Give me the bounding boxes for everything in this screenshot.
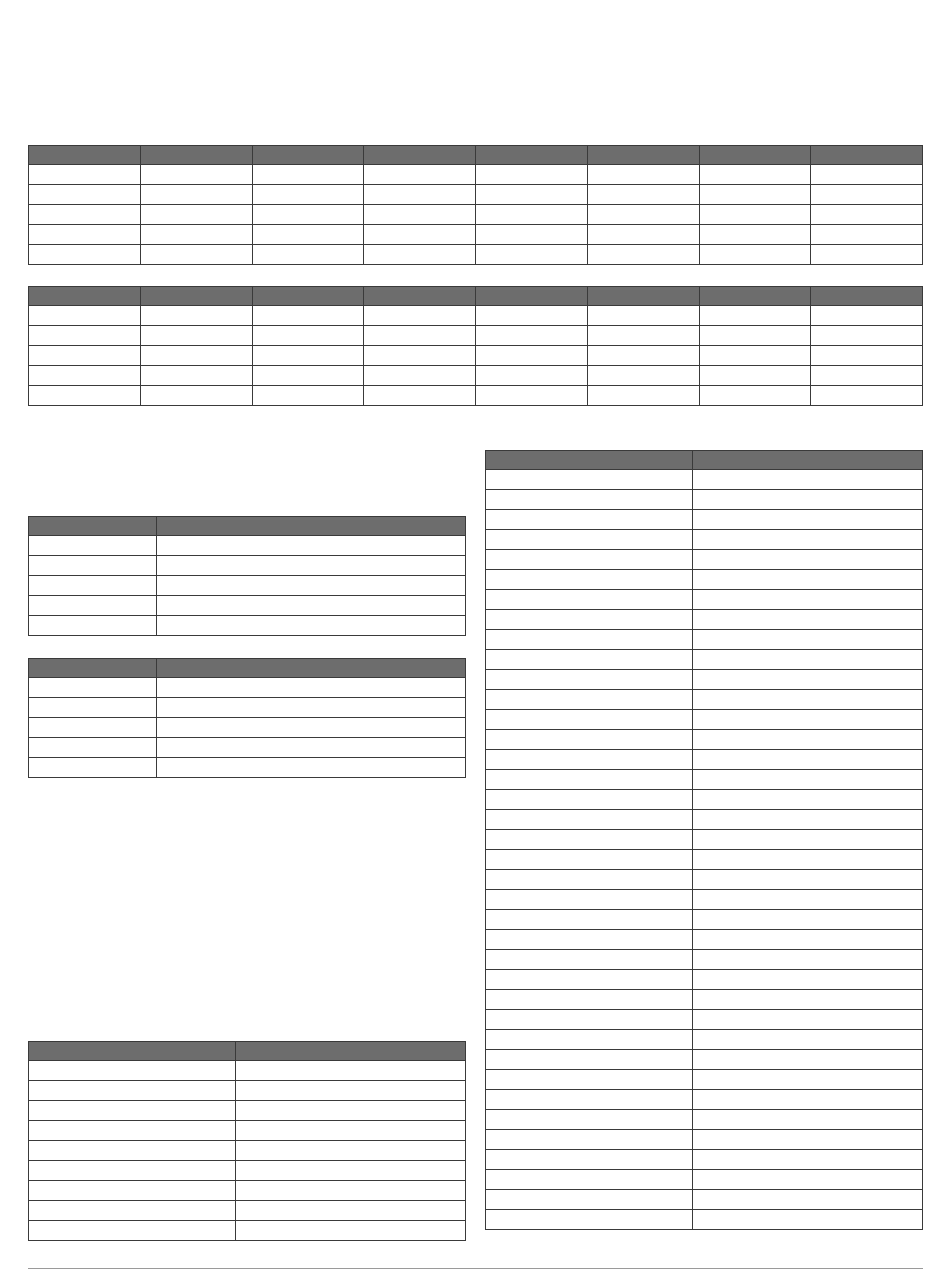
table-row — [486, 690, 923, 710]
table-row — [486, 910, 923, 930]
table-cell — [693, 1030, 923, 1050]
table-row — [486, 1110, 923, 1130]
table-row — [486, 870, 923, 890]
table-cell — [29, 738, 157, 758]
spec-table-2 — [28, 286, 923, 406]
column-header — [157, 517, 466, 536]
table-cell — [693, 650, 923, 670]
table-cell — [486, 890, 693, 910]
table-cell — [157, 596, 466, 616]
table-cell — [811, 386, 923, 406]
table-cell — [486, 1170, 693, 1190]
table-cell — [157, 536, 466, 556]
table-cell — [699, 326, 811, 346]
table-cell — [693, 1210, 923, 1230]
table-cell — [252, 366, 364, 386]
table-row — [29, 1081, 466, 1101]
table-row — [486, 950, 923, 970]
table-cell — [140, 386, 252, 406]
table-cell — [699, 185, 811, 205]
table-cell — [486, 870, 693, 890]
table-row — [29, 245, 923, 265]
table-cell — [486, 1050, 693, 1070]
table-cell — [364, 326, 476, 346]
table-cell — [693, 1170, 923, 1190]
footer-rule — [28, 1268, 923, 1269]
table-cell — [693, 750, 923, 770]
table-row — [486, 710, 923, 730]
table-cell — [693, 910, 923, 930]
table-cell — [486, 1070, 693, 1090]
table-cell — [364, 386, 476, 406]
table-row — [29, 616, 466, 636]
table-row — [29, 1221, 466, 1241]
table-cell — [476, 326, 588, 346]
column-header — [140, 146, 252, 165]
table-cell — [486, 930, 693, 950]
table-row — [486, 670, 923, 690]
table-cell — [252, 165, 364, 185]
table-cell — [29, 758, 157, 778]
table-cell — [29, 386, 141, 406]
table-cell — [693, 710, 923, 730]
table-row — [29, 596, 466, 616]
table-row — [486, 610, 923, 630]
table-row — [486, 1170, 923, 1190]
table-cell — [486, 1090, 693, 1110]
table-row — [29, 718, 466, 738]
column-header — [699, 146, 811, 165]
table-row — [486, 810, 923, 830]
table-row — [486, 510, 923, 530]
table-row — [29, 1161, 466, 1181]
table-cell — [587, 306, 699, 326]
table-cell — [157, 738, 466, 758]
table-row — [29, 366, 923, 386]
table-cell — [364, 225, 476, 245]
table-cell — [693, 1090, 923, 1110]
table-cell — [486, 770, 693, 790]
spec-table-1 — [28, 145, 923, 265]
table-row — [486, 990, 923, 1010]
table-cell — [693, 510, 923, 530]
column-header — [29, 1042, 236, 1061]
table-row — [486, 1090, 923, 1110]
table-row — [486, 930, 923, 950]
column-header — [252, 146, 364, 165]
table-cell — [140, 205, 252, 225]
table-cell — [693, 470, 923, 490]
table-cell — [587, 245, 699, 265]
column-header — [476, 146, 588, 165]
table-cell — [29, 225, 141, 245]
table-row — [29, 758, 466, 778]
table-cell — [140, 306, 252, 326]
table-row — [486, 1070, 923, 1090]
table-cell — [699, 306, 811, 326]
table-cell — [699, 366, 811, 386]
table-cell — [29, 556, 157, 576]
column-header — [29, 146, 141, 165]
table-cell — [29, 366, 141, 386]
table-cell — [486, 490, 693, 510]
table-cell — [587, 185, 699, 205]
column-header — [29, 287, 141, 306]
table-row — [29, 205, 923, 225]
table-cell — [252, 225, 364, 245]
table-cell — [236, 1061, 466, 1081]
column-header — [157, 659, 466, 678]
table-cell — [587, 346, 699, 366]
table-cell — [587, 366, 699, 386]
table-cell — [693, 1190, 923, 1210]
table-row — [486, 1030, 923, 1050]
table-cell — [252, 386, 364, 406]
header-row — [29, 287, 923, 306]
table-cell — [486, 950, 693, 970]
table-cell — [811, 165, 923, 185]
table-cell — [29, 205, 141, 225]
table-cell — [29, 1201, 236, 1221]
table-row — [486, 630, 923, 650]
table-cell — [29, 185, 141, 205]
table-row — [29, 1141, 466, 1161]
table-cell — [486, 510, 693, 530]
table-cell — [157, 698, 466, 718]
table-cell — [693, 690, 923, 710]
table-cell — [157, 758, 466, 778]
table-cell — [486, 690, 693, 710]
table-cell — [29, 1121, 236, 1141]
table-cell — [811, 346, 923, 366]
table-cell — [236, 1121, 466, 1141]
table-cell — [29, 596, 157, 616]
table-cell — [29, 165, 141, 185]
table-cell — [486, 1030, 693, 1050]
table-cell — [236, 1181, 466, 1201]
table-cell — [236, 1081, 466, 1101]
column-header — [252, 287, 364, 306]
table-cell — [476, 306, 588, 326]
table-cell — [486, 1190, 693, 1210]
table-cell — [252, 306, 364, 326]
table-cell — [693, 1110, 923, 1130]
table-row — [486, 1010, 923, 1030]
table-row — [486, 770, 923, 790]
table-cell — [486, 670, 693, 690]
table-row — [29, 185, 923, 205]
table-cell — [693, 850, 923, 870]
two-column-table-2 — [28, 658, 466, 778]
table-cell — [157, 576, 466, 596]
table-cell — [486, 550, 693, 570]
table-cell — [29, 616, 157, 636]
table-cell — [140, 346, 252, 366]
table-cell — [486, 1010, 693, 1030]
table-cell — [699, 386, 811, 406]
column-header — [476, 287, 588, 306]
table-row — [29, 698, 466, 718]
table-row — [486, 1190, 923, 1210]
column-header — [811, 287, 923, 306]
table-row — [486, 850, 923, 870]
table-cell — [476, 205, 588, 225]
table-cell — [699, 225, 811, 245]
header-row — [29, 1042, 466, 1061]
table-row — [486, 470, 923, 490]
table-row — [486, 1210, 923, 1230]
table-cell — [693, 1050, 923, 1070]
table-cell — [693, 930, 923, 950]
table-row — [486, 590, 923, 610]
table-cell — [693, 570, 923, 590]
table-cell — [693, 870, 923, 890]
table-row — [29, 556, 466, 576]
table-cell — [587, 326, 699, 346]
column-header — [140, 287, 252, 306]
table-cell — [29, 245, 141, 265]
table-cell — [157, 718, 466, 738]
column-header — [236, 1042, 466, 1061]
table-cell — [157, 616, 466, 636]
header-row — [29, 659, 466, 678]
table-cell — [476, 366, 588, 386]
table-cell — [811, 205, 923, 225]
table-cell — [29, 678, 157, 698]
table-cell — [29, 346, 141, 366]
table-cell — [157, 556, 466, 576]
table-row — [486, 1150, 923, 1170]
table-row — [29, 326, 923, 346]
table-cell — [29, 576, 157, 596]
table-cell — [486, 1210, 693, 1230]
table-cell — [29, 1081, 236, 1101]
table-cell — [693, 990, 923, 1010]
table-cell — [140, 245, 252, 265]
table-row — [486, 530, 923, 550]
table-cell — [486, 1110, 693, 1130]
column-header — [364, 146, 476, 165]
table-row — [29, 225, 923, 245]
table-cell — [693, 590, 923, 610]
table-row — [29, 738, 466, 758]
column-header — [587, 146, 699, 165]
table-cell — [693, 890, 923, 910]
table-row — [29, 576, 466, 596]
table-cell — [693, 550, 923, 570]
table-cell — [486, 590, 693, 610]
table-cell — [29, 326, 141, 346]
table-row — [486, 1130, 923, 1150]
table-row — [486, 550, 923, 570]
table-cell — [486, 990, 693, 1010]
table-cell — [486, 810, 693, 830]
table-cell — [693, 950, 923, 970]
table-cell — [236, 1161, 466, 1181]
table-row — [29, 346, 923, 366]
table-cell — [486, 1130, 693, 1150]
table-cell — [476, 245, 588, 265]
table-cell — [693, 810, 923, 830]
table-cell — [364, 245, 476, 265]
table-row — [29, 1061, 466, 1081]
table-cell — [476, 346, 588, 366]
table-row — [486, 650, 923, 670]
table-row — [486, 1050, 923, 1070]
table-cell — [476, 386, 588, 406]
table-cell — [811, 326, 923, 346]
column-header — [699, 287, 811, 306]
table-cell — [252, 346, 364, 366]
column-header — [364, 287, 476, 306]
table-cell — [486, 850, 693, 870]
table-cell — [236, 1101, 466, 1121]
table-cell — [811, 225, 923, 245]
table-cell — [29, 1161, 236, 1181]
table-cell — [364, 205, 476, 225]
table-row — [29, 536, 466, 556]
table-cell — [486, 750, 693, 770]
table-cell — [157, 678, 466, 698]
table-cell — [486, 910, 693, 930]
table-cell — [699, 165, 811, 185]
table-cell — [811, 185, 923, 205]
table-cell — [140, 326, 252, 346]
table-cell — [486, 650, 693, 670]
table-cell — [486, 570, 693, 590]
table-cell — [587, 225, 699, 245]
table-cell — [140, 185, 252, 205]
long-two-column-table — [485, 450, 923, 1230]
table-cell — [811, 245, 923, 265]
table-row — [29, 386, 923, 406]
table-cell — [476, 185, 588, 205]
column-header — [29, 659, 157, 678]
table-cell — [364, 165, 476, 185]
table-cell — [693, 610, 923, 630]
table-cell — [587, 165, 699, 185]
table-cell — [252, 205, 364, 225]
column-header — [587, 287, 699, 306]
table-cell — [236, 1201, 466, 1221]
header-row — [29, 146, 923, 165]
table-row — [486, 570, 923, 590]
table-cell — [693, 770, 923, 790]
table-cell — [693, 730, 923, 750]
table-cell — [236, 1141, 466, 1161]
table-cell — [364, 366, 476, 386]
table-cell — [693, 670, 923, 690]
table-cell — [140, 366, 252, 386]
table-row — [29, 1201, 466, 1221]
table-cell — [29, 1181, 236, 1201]
table-cell — [29, 1101, 236, 1121]
table-cell — [486, 790, 693, 810]
table-row — [486, 790, 923, 810]
table-cell — [486, 970, 693, 990]
table-cell — [693, 790, 923, 810]
table-cell — [476, 165, 588, 185]
table-cell — [364, 346, 476, 366]
two-column-table-1 — [28, 516, 466, 636]
table-cell — [587, 205, 699, 225]
table-cell — [252, 245, 364, 265]
table-row — [486, 890, 923, 910]
table-cell — [29, 306, 141, 326]
column-header — [486, 451, 693, 470]
table-cell — [476, 225, 588, 245]
table-cell — [29, 1061, 236, 1081]
table-cell — [29, 718, 157, 738]
table-cell — [236, 1221, 466, 1241]
table-row — [29, 1101, 466, 1121]
table-row — [29, 165, 923, 185]
table-cell — [29, 1221, 236, 1241]
table-row — [29, 306, 923, 326]
table-cell — [486, 470, 693, 490]
header-row — [486, 451, 923, 470]
table-cell — [811, 306, 923, 326]
table-cell — [486, 830, 693, 850]
table-cell — [587, 386, 699, 406]
table-cell — [699, 346, 811, 366]
table-cell — [693, 970, 923, 990]
table-row — [486, 830, 923, 850]
table-cell — [693, 490, 923, 510]
table-cell — [693, 830, 923, 850]
table-cell — [29, 1141, 236, 1161]
table-cell — [693, 1070, 923, 1090]
column-header — [811, 146, 923, 165]
table-cell — [140, 225, 252, 245]
table-cell — [486, 530, 693, 550]
table-row — [29, 678, 466, 698]
column-header — [29, 517, 157, 536]
table-cell — [693, 530, 923, 550]
table-cell — [486, 710, 693, 730]
table-cell — [140, 165, 252, 185]
table-row — [486, 730, 923, 750]
table-cell — [693, 1150, 923, 1170]
table-cell — [693, 1010, 923, 1030]
table-row — [486, 750, 923, 770]
table-cell — [364, 185, 476, 205]
table-cell — [252, 185, 364, 205]
table-cell — [699, 205, 811, 225]
table-cell — [29, 698, 157, 718]
table-row — [29, 1181, 466, 1201]
table-cell — [486, 630, 693, 650]
header-row — [29, 517, 466, 536]
table-row — [486, 970, 923, 990]
table-cell — [29, 536, 157, 556]
table-cell — [486, 610, 693, 630]
table-cell — [486, 730, 693, 750]
table-row — [486, 490, 923, 510]
table-cell — [693, 630, 923, 650]
table-cell — [693, 1130, 923, 1150]
table-row — [29, 1121, 466, 1141]
table-cell — [252, 326, 364, 346]
table-cell — [811, 366, 923, 386]
two-column-table-3 — [28, 1041, 466, 1241]
table-cell — [364, 306, 476, 326]
table-cell — [699, 245, 811, 265]
column-header — [693, 451, 923, 470]
table-cell — [486, 1150, 693, 1170]
